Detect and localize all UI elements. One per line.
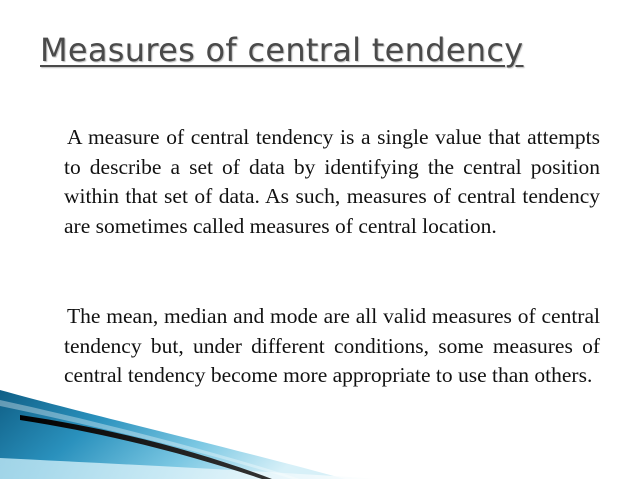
paragraph-examples: The mean, median and mode are all valid measures of central tendency but, under different conditions, some measures of central tendency become more appropriate to use than others. [64,304,600,387]
paragraph-definition: A measure of central tendency is a single value that attempts to describe a set of data by identifying the central position within that set of data. As such, measures of central tendency are sometimes called measures of central location. [64,125,600,238]
slide-title: Measures of central tendency [40,31,524,69]
decorative-swoosh [0,360,638,479]
